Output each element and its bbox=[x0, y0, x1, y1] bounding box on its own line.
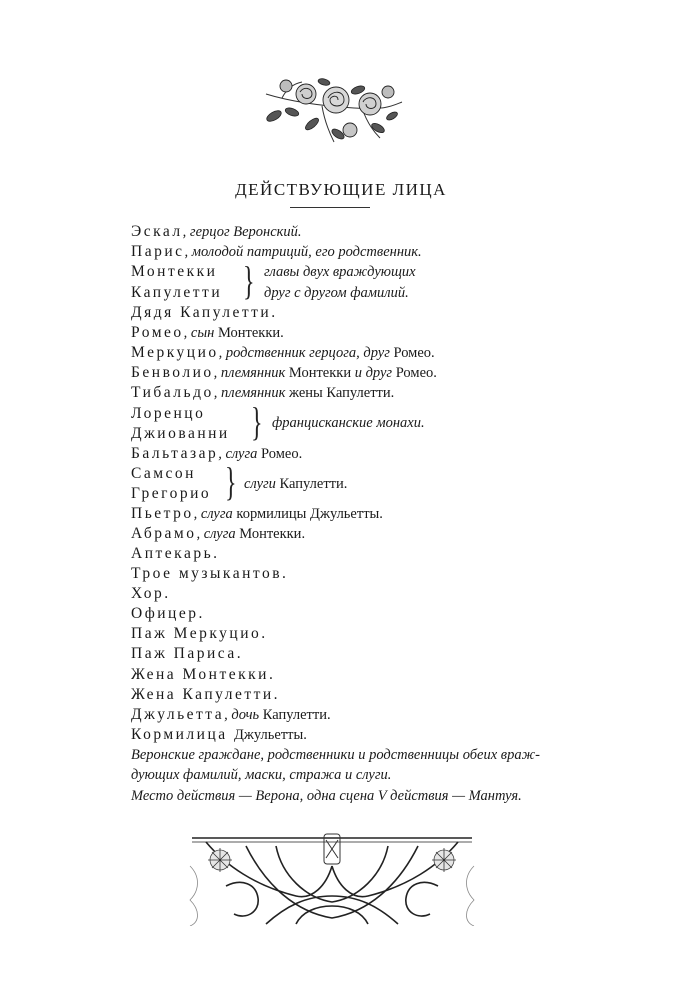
cast-page-mercutio bbox=[131, 625, 268, 643]
cast-name: Бенволио bbox=[131, 364, 214, 381]
cast-name: Джиованни bbox=[131, 425, 230, 442]
cast-abram bbox=[131, 525, 305, 543]
cast-apothecary bbox=[131, 545, 220, 563]
cast-desc: , слуга bbox=[193, 506, 237, 522]
cast-desc: , племянник bbox=[213, 385, 290, 401]
cast-desc: и друг bbox=[351, 365, 396, 381]
cast-giovanni bbox=[131, 425, 230, 443]
heads-desc-line-1: главы двух враждующих bbox=[264, 264, 416, 280]
title-rule bbox=[290, 207, 370, 208]
cast-tybalt bbox=[131, 384, 394, 402]
cast-name: Парис bbox=[131, 243, 185, 260]
servants-desc bbox=[244, 475, 347, 493]
cast-desc-roman: Монтекки bbox=[288, 365, 352, 381]
cast-name: Жена Монтекки. bbox=[131, 666, 276, 683]
cast-musicians bbox=[131, 565, 288, 583]
cast-page-paris bbox=[131, 645, 243, 663]
cast-name: Эскал bbox=[131, 223, 183, 240]
cast-desc: , дочь bbox=[224, 707, 263, 723]
cast-desc-roman: Монтекки. bbox=[217, 325, 284, 341]
cast-desc-roman: Монтекки. bbox=[239, 526, 306, 542]
cast-name: Лоренцо bbox=[131, 405, 206, 422]
cast-name: Паж Париса. bbox=[131, 645, 244, 662]
cast-desc: , молодой патриций, его родственник. bbox=[184, 244, 422, 260]
art-nouveau-grille-ornament bbox=[186, 826, 478, 926]
cast-desc: , родственник герцога, друг bbox=[218, 345, 394, 361]
rose-branch-ornament bbox=[262, 72, 404, 152]
page-title: ДЕЙСТВУЮЩИЕ ЛИЦА bbox=[235, 180, 447, 199]
cast-name: Самсон bbox=[131, 465, 196, 482]
cast-desc: , слуга bbox=[196, 526, 240, 542]
cast-desc: , сын bbox=[183, 325, 218, 341]
cast-officer bbox=[131, 605, 205, 623]
cast-desc: , герцог Веронский. bbox=[182, 224, 302, 240]
cast-name: Пьетро bbox=[131, 505, 194, 522]
cast-lady-capulet bbox=[131, 686, 280, 704]
cast-desc-roman: Ромео. bbox=[393, 345, 435, 361]
cast-name: Хор. bbox=[131, 585, 171, 602]
cast-desc-roman: Капулетти. bbox=[262, 707, 331, 723]
cast-gregory bbox=[131, 485, 211, 503]
cast-peter bbox=[131, 505, 383, 523]
cast-name: Грегорио bbox=[131, 485, 212, 502]
cast-lady-montague bbox=[131, 666, 275, 684]
cast-name: Жена Капулетти. bbox=[131, 686, 281, 703]
cast-romeo bbox=[131, 324, 284, 342]
heads-desc-line-2: друг с другом фамилий. bbox=[264, 285, 409, 301]
cast-desc-roman: Ромео. bbox=[395, 365, 437, 381]
cast-desc-roman: Джульетты. bbox=[234, 727, 307, 743]
cast-name: Аптекарь. bbox=[131, 545, 220, 562]
group-brace: } bbox=[251, 399, 263, 444]
cast-name: Бальтазар bbox=[131, 445, 219, 462]
cast-chorus bbox=[131, 585, 171, 603]
cast-capulet bbox=[131, 284, 222, 302]
cast-desc-roman: Ромео. bbox=[261, 446, 303, 462]
cast-juliet bbox=[131, 706, 331, 724]
group-brace: } bbox=[225, 459, 237, 504]
setting-line: Место действия — Верона, одна сцена V действия — Мантуя. bbox=[131, 788, 522, 804]
cast-sampson bbox=[131, 465, 196, 483]
cast-desc: , племянник bbox=[213, 365, 289, 381]
cast-name: Тибальдо bbox=[131, 384, 214, 401]
cast-name: Офицер. bbox=[131, 605, 205, 622]
group-brace: } bbox=[243, 258, 255, 303]
cast-name: Ромео bbox=[131, 324, 184, 341]
cast-name: Паж Меркуцио. bbox=[131, 625, 268, 642]
cast-desc: слуги bbox=[244, 476, 280, 492]
cast-balthasar bbox=[131, 445, 302, 463]
cast-escal bbox=[131, 223, 302, 241]
cast-lorenzo bbox=[131, 405, 205, 423]
cast-desc: , слуга bbox=[218, 446, 262, 462]
cast-paris bbox=[131, 243, 422, 261]
cast-montague bbox=[131, 263, 217, 281]
cast-name: Абрамо bbox=[131, 525, 197, 542]
cast-uncle-capulet bbox=[131, 304, 278, 322]
cast-name: Трое музыкантов. bbox=[131, 565, 289, 582]
citizens-line-1: Веронские граждане, родственники и родственницы обеих враж- bbox=[131, 747, 540, 763]
cast-desc-roman: жены Капулетти. bbox=[289, 385, 395, 401]
cast-name: Капулетти bbox=[131, 284, 223, 301]
cast-nurse bbox=[131, 726, 307, 744]
cast-name: Дядя Капулетти. bbox=[131, 304, 278, 321]
citizens-line-2: дующих фамилий, маски, стража и слуги. bbox=[131, 767, 392, 783]
cast-name: Монтекки bbox=[131, 263, 218, 280]
cast-benvolio bbox=[131, 364, 437, 382]
cast-name: Меркуцио bbox=[131, 344, 219, 361]
cast-name: Кормилица bbox=[131, 726, 235, 743]
friars-desc: францисканские монахи. bbox=[272, 415, 425, 431]
cast-name: Джульетта bbox=[131, 706, 225, 723]
cast-desc-roman: кормилицы Джульетты. bbox=[236, 506, 383, 522]
cast-mercutio bbox=[131, 344, 435, 362]
cast-desc-roman: Капулетти. bbox=[279, 476, 348, 492]
